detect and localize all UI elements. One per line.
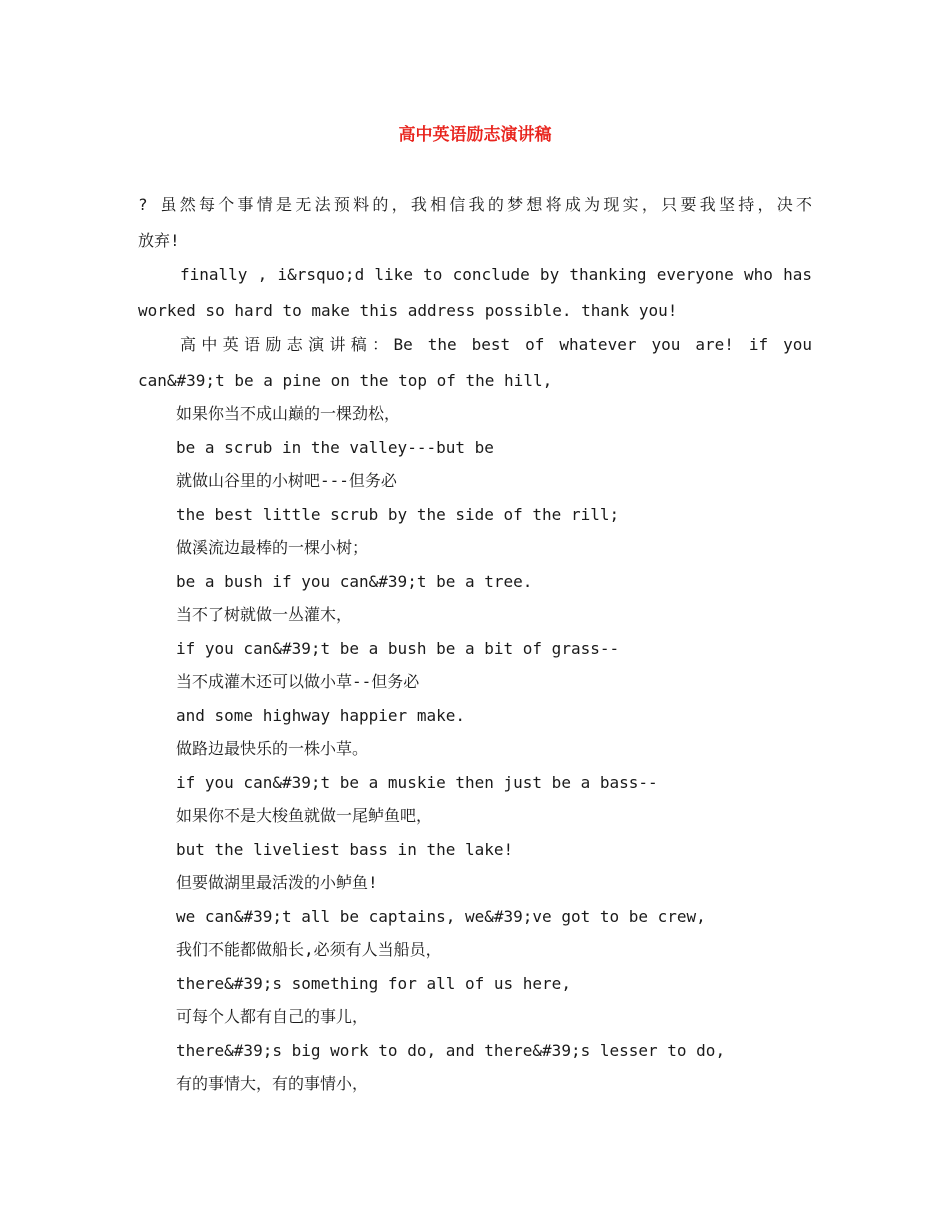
closing-line-1: finally , i&rsquo;d like to conclude by thanking everyone who has	[180, 265, 812, 284]
poem-line: if you can&#39;t be a muskie then just be a bass--	[176, 773, 658, 792]
poem-line: 如果你不是大梭鱼就做一尾鲈鱼吧，	[176, 806, 433, 825]
poem-line: but the liveliest bass in the lake!	[176, 840, 514, 859]
poem-line: 做溪流边最棒的一棵小树；	[176, 538, 369, 557]
poem-line: 就做山谷里的小树吧---但务必	[176, 471, 397, 490]
poem-line: there&#39;s big work to do, and there&#39;s lesser to do,	[176, 1041, 726, 1060]
intro-line-1: ? 虽然每个事情是无法预料的，我相信我的梦想将成为现实，只要我坚持，决不	[138, 195, 812, 214]
document-title: 高中英语励志演讲稿	[398, 125, 552, 145]
intro-line-2: 放弃!	[138, 231, 180, 250]
poem-line: 当不成灌木还可以做小草--但务必	[176, 672, 420, 691]
poem-intro-line-1: 高中英语励志演讲稿：Be the best of whatever you are! if you	[180, 335, 812, 354]
poem-line: the best little scrub by the side of the rill;	[176, 505, 620, 524]
poem-line: 做路边最快乐的一株小草。	[176, 739, 369, 758]
poem-line: be a bush if you can&#39;t be a tree.	[176, 572, 533, 591]
poem-line: 可每个人都有自己的事儿，	[176, 1007, 369, 1026]
poem-line: 如果你当不成山巅的一棵劲松，	[176, 404, 401, 423]
poem-line: we can&#39;t all be captains, we&#39;ve got to be crew,	[176, 907, 706, 926]
poem-line: 但要做湖里最活泼的小鲈鱼!	[176, 873, 378, 892]
poem-line: 有的事情大，有的事情小，	[176, 1074, 369, 1093]
poem-line: 当不了树就做一丛灌木，	[176, 605, 353, 624]
poem-line: and some highway happier make.	[176, 706, 465, 725]
poem-line: be a scrub in the valley---but be	[176, 438, 494, 457]
poem-line: if you can&#39;t be a bush be a bit of grass--	[176, 639, 620, 658]
closing-line-2: worked so hard to make this address possible. thank you!	[138, 301, 678, 320]
poem-line: 我们不能都做船长,必须有人当船员，	[176, 940, 442, 959]
poem-line: there&#39;s something for all of us here,	[176, 974, 571, 993]
poem-intro-line-2: can&#39;t be a pine on the top of the hill,	[138, 371, 553, 390]
